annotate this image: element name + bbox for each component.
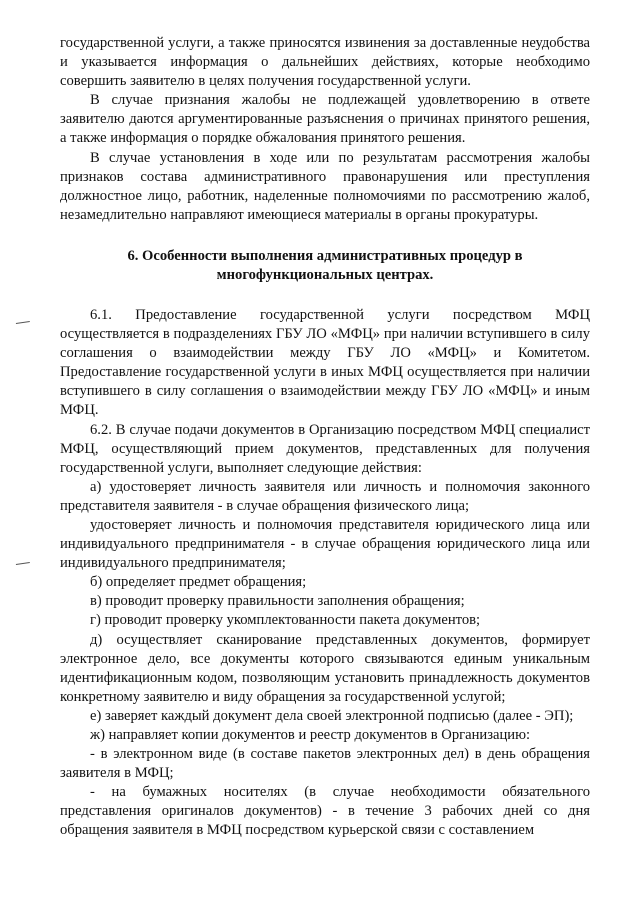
list-item: г) проводит проверку укомплектованности пакета документов;: [90, 612, 481, 629]
list-item: в) проводит проверку правильности заполнения обращения;: [90, 593, 465, 610]
list-item: ж) направляет копии документов и реестр документов в Организацию:: [90, 727, 531, 743]
list-item: удостоверяет личность и полномочия представителя юридического лица или индивидуального предпринимателя - в случае обращения юридического лица или индивидуального предпринимателя;: [60, 516, 590, 572]
paragraph: 6.1. Предоставление государственной услуги посредством МФЦ осуществляется в подразделениях ГБУ ЛО «МФЦ» при наличии вступившего в силу соглашения о взаимодействии между ГБУ ЛО «МФЦ» и Комитетом. Предоставление государственной услуги в иных МФЦ осуществляется при наличии вступившего в силу соглашения о взаимодействии между ГБУ ЛО «МФЦ» и иным МФЦ.: [60, 306, 590, 419]
margin-mark: [16, 321, 30, 326]
list-item: б) определяет предмет обращения;: [90, 574, 307, 591]
paragraph: В случае установления в ходе или по результатам рассмотрения жалобы признаков состава административного правонарушения или преступления должностное лицо, работник, наделенные полномочиями по рассмотрению жалоб, незамедлительно направляют имеющиеся материалы в органы прокуратуры.: [60, 149, 590, 223]
document-page: [60, 34, 590, 841]
list-item: е) заверяет каждый документ дела своей электронной подписью (далее - ЭП);: [90, 707, 574, 724]
list-item: - на бумажных носителях (в случае необходимости обязательного представления оригиналов документов) - в течение 3 рабочих дней со дня обращения заявителя в МФЦ посредством курьерской связи с составлением: [60, 784, 590, 839]
list-item: д) осуществляет сканирование представленных документов, формирует электронное дело, все документы которого связываются единым уникальным идентификационным кодом, позволяющим установить принадлежность документов конкретному заявителю и виду обращения за государственной услугой;: [60, 631, 590, 705]
paragraph: государственной услуги, а также приносятся извинения за доставленные неудобства и указывается информация о дальнейших действиях, которые необходимо совершить заявителю в целях получения государственной услуги.: [60, 35, 590, 90]
section-heading: 6. Особенности выполнения административных процедур в многофункциональных центрах.: [127, 247, 523, 283]
margin-mark: [16, 562, 30, 567]
list-item: - в электронном виде (в составе пакетов электронных дел) в день обращения заявителя в МФЦ;: [60, 746, 590, 782]
paragraph: В случае признания жалобы не подлежащей удовлетворению в ответе заявителю даются аргументированные разъяснения о причинах принятого решения, а также информация о порядке обжалования принятого решения.: [60, 92, 590, 147]
paragraph: 6.2. В случае подачи документов в Организацию посредством МФЦ специалист МФЦ, осуществляющий прием документов, представленных для получения государственной услуги, выполняет следующие действия:: [60, 421, 590, 476]
list-item: а) удостоверяет личность заявителя или личность и полномочия законного представителя заявителя - в случае обращения физического лица;: [60, 478, 590, 514]
